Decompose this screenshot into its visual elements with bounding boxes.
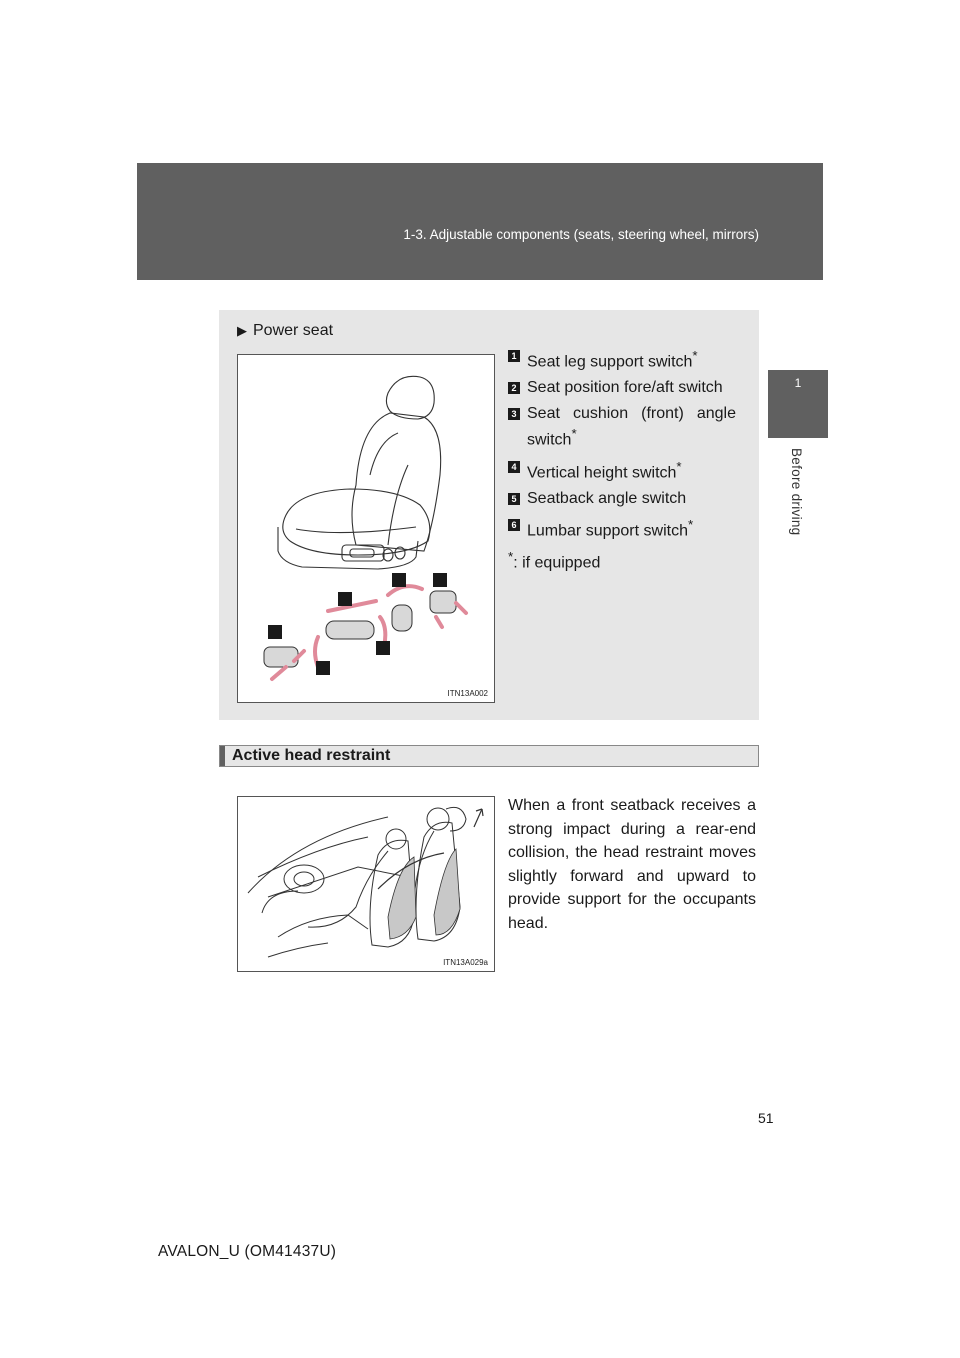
chapter-number: 1	[794, 376, 802, 390]
asterisk-mark: *	[676, 458, 682, 474]
item-number-badge: 5	[508, 493, 520, 505]
power-seat-illustration	[237, 354, 495, 703]
chapter-header	[137, 163, 823, 280]
power-seat-panel	[219, 310, 759, 720]
item-number-badge: 2	[508, 382, 520, 394]
item-number-badge: 1	[508, 350, 520, 362]
footnote	[508, 547, 736, 573]
asterisk-mark: *	[692, 348, 698, 363]
model-code: AVALON_U (OM41437U)	[158, 1243, 337, 1260]
item-label: Seat leg support switch	[527, 353, 693, 371]
item-label: Seatback angle switch	[527, 489, 687, 507]
list-item	[508, 404, 736, 450]
page-number: 51	[758, 1110, 774, 1126]
triangle-bullet-icon: ▶	[237, 323, 247, 338]
car-interior-drawing	[238, 797, 494, 971]
item-label-continued	[527, 424, 736, 450]
switch-list	[508, 346, 736, 574]
power-seat-title: Power seat	[253, 322, 334, 339]
item-label: Vertical height switch	[527, 463, 677, 481]
power-seat-heading	[237, 322, 333, 340]
section-heading: Active head restraint	[232, 747, 391, 764]
list-item	[508, 457, 736, 483]
section-heading-bar	[219, 745, 759, 767]
chapter-tab	[768, 370, 828, 438]
seat-drawing	[238, 355, 494, 702]
head-restraint-description: When a front seatback receives a strong impact during a rear-end collision, the head restraint moves slightly forward and upward to provide support for the occupants head.	[508, 797, 756, 932]
item-label: Lumbar support switch	[527, 522, 688, 540]
item-number-badge: 4	[508, 461, 520, 473]
item-label: Seat cushion (front) angle	[527, 405, 736, 423]
item-label-cont-text: switch	[527, 431, 572, 449]
chapter-caption: Before driving	[789, 448, 804, 536]
item-number-badge: 3	[508, 408, 520, 420]
list-item	[508, 346, 736, 372]
section-title: 1-3. Adjustable components (seats, steering wheel, mirrors)	[403, 227, 759, 242]
list-item	[508, 515, 736, 541]
figure-id: ITN13A029a	[443, 958, 488, 967]
asterisk-mark: *	[508, 549, 514, 565]
footnote-text: : if equipped	[513, 554, 601, 572]
asterisk-mark: *	[687, 516, 694, 532]
asterisk-mark: *	[571, 426, 577, 442]
item-label: Seat position fore/aft switch	[527, 379, 723, 397]
list-item	[508, 489, 736, 509]
figure-id: ITN13A002	[447, 689, 488, 698]
list-item	[508, 378, 736, 398]
head-restraint-illustration	[237, 796, 495, 972]
item-number-badge: 6	[508, 519, 520, 531]
heading-accent	[220, 746, 225, 766]
